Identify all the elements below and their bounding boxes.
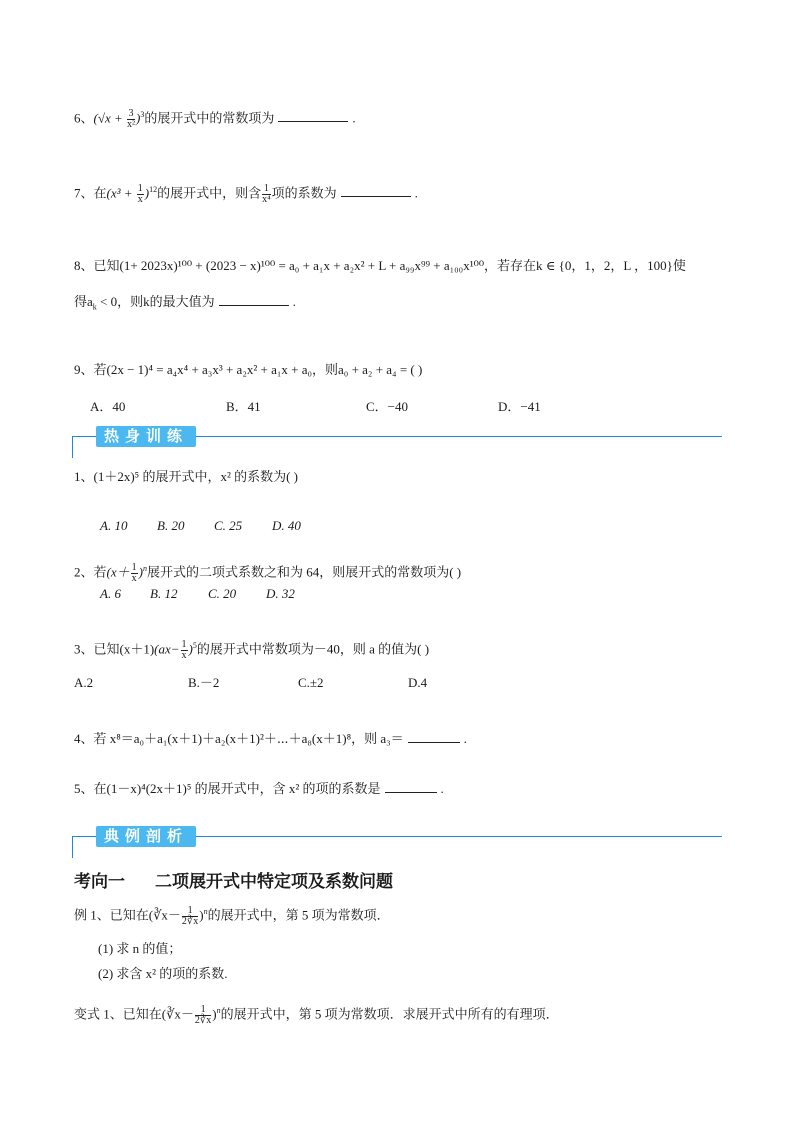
question-text: 例 1、已知在(∛x－ — [74, 907, 181, 923]
section-marker — [72, 836, 73, 858]
example-1-part-2: (2) 求含 x² 的项的系数. — [98, 966, 228, 981]
exponent: 3 — [140, 110, 145, 119]
expression: (√x + — [93, 110, 127, 126]
warmup-question-5: 5、在(1－x)⁴(2x＋1)⁵ 的展开式中，含 x² 的项的系数是 . — [74, 781, 444, 796]
question-text: 的展开式中常数项为－40，则 a 的值为( ) — [196, 641, 430, 657]
question-text: 变式 1、已知在(∛x－ — [74, 1006, 194, 1022]
question-6: 6、(√x + $\frac{3}{\text{x²}}$ )$^3$的展开式中的常数项为 . — [74, 107, 356, 130]
question-number: 3、已知(x＋1) — [74, 641, 155, 657]
fraction: $\frac{1}{x}$ — [181, 638, 187, 661]
fraction: $\frac{3}{\text{x²}}$ — [127, 107, 136, 130]
example-1: 例 1、已知在(∛x－ $\frac{1}{2∛x}$ )$^n$的展开式中，第 5 项为常数项． — [74, 904, 390, 927]
option-a[interactable]: A. 10 — [100, 518, 128, 533]
option-b[interactable]: B. 12 — [150, 586, 178, 601]
question-8-line-2: 得$a_k < 0$，则k的最大值为 . — [74, 294, 296, 312]
section-warmup — [72, 426, 722, 460]
question-7: 7、在(x³ + $\frac{1}{x}$ )$^{12}$的展开式中，则含 $\frac{1}{\text{x⁴}}$ 项的系数为 . — [74, 182, 418, 205]
topic-heading: 考向一 二项展开式中特定项及系数问题 — [74, 872, 393, 892]
question-text: 项的系数为 — [271, 185, 337, 201]
exponent: 12 — [149, 185, 158, 194]
option-d[interactable]: D. 40 — [272, 518, 301, 533]
fraction: $\frac{1}{\text{x⁴}}$ — [262, 182, 271, 205]
fraction: $\frac{1}{2∛x}$ — [181, 904, 199, 927]
option-b[interactable]: B.－2 — [188, 675, 220, 690]
option-c[interactable]: C. 25 — [214, 518, 243, 533]
warmup-question-4: 4、若 x⁸＝a₀＋a₁(x＋1)＋a₂(x＋1)²＋⋯＋a₈(x＋1)⁸，则 a₃＝ . — [74, 731, 467, 746]
section-analysis — [72, 826, 722, 860]
option-c[interactable]: C. 20 — [208, 586, 237, 601]
question-text: 的展开式中，则含 — [157, 185, 262, 201]
exponent: 5 — [192, 641, 197, 650]
answer-blank[interactable] — [219, 293, 289, 306]
option-d[interactable]: D. 32 — [266, 586, 295, 601]
expression: (x³ + — [106, 185, 136, 201]
warmup-question-3: 3、已知(x＋1)(ax− $\frac{1}{x}$ )$^5$的展开式中常数项为－40，则 a 的值为( ) — [74, 638, 430, 661]
option-a[interactable]: A．40 — [90, 399, 126, 414]
question-text: < 0，则k的最大值为 — [96, 294, 215, 309]
option-d[interactable]: D.4 — [408, 675, 428, 690]
option-c[interactable]: C．−40 — [366, 399, 409, 414]
question-text: 9、若(2x − 1)⁴ = a₄x⁴ + a₃x³ + a₂x² + a₁x + a₀，则a₀ + a₂ + a₄ = ( ) — [74, 362, 423, 377]
option-a[interactable]: A. 6 — [100, 586, 121, 601]
option-d[interactable]: D．−41 — [498, 399, 541, 414]
option-c[interactable]: C.±2 — [298, 675, 324, 690]
question-text: 的展开式中，第 5 项为常数项．求展开式中所有的有理项． — [220, 1006, 559, 1022]
question-8-line-1 — [74, 256, 686, 276]
option-b[interactable]: B. 20 — [157, 518, 185, 533]
exponent: n — [203, 907, 208, 916]
question-9 — [74, 360, 422, 380]
answer-blank[interactable] — [341, 184, 411, 197]
warmup-question-2: 2、若(x＋ $\frac{1}{x}$ )$^n$展开式的二项式系数之和为 64，则展开式的常数项为( ) — [74, 561, 462, 584]
answer-blank[interactable] — [385, 780, 437, 793]
option-b[interactable]: B．41 — [226, 399, 261, 414]
question-text: 1、(1＋2x)⁵ 的展开式中，x² 的系数为( ) — [74, 469, 298, 484]
question-text: 的展开式中，第 5 项为常数项． — [207, 907, 390, 923]
answer-blank[interactable] — [408, 730, 460, 743]
variant-1: 变式 1、已知在(∛x－ $\frac{1}{2∛x}$ )$^n$的展开式中，第 5 项为常数项．求展开式中所有的有理项． — [74, 1003, 559, 1026]
question-number: 6、 — [74, 110, 94, 126]
question-number: 2、若 — [74, 564, 107, 580]
expression: (x＋ — [106, 564, 130, 580]
question-text: 8、已知(1+ 2023x)¹⁰⁰ + (2023 − x)¹⁰⁰ = a₀ + a₁x + a₂x² + L + a₉₉x⁹⁹ + a₁₀₀x¹⁰⁰，若存在k ∈ {0，1，2，L ，100}使 — [74, 258, 686, 273]
section-marker — [72, 436, 73, 458]
section-title: 热身训练 — [96, 426, 196, 447]
question-text: 5、在(1－x)⁴(2x＋1)⁵ 的展开式中，含 x² 的项的系数是 — [74, 781, 381, 796]
option-a[interactable]: A.2 — [74, 675, 94, 690]
question-number: 7、在 — [74, 185, 107, 201]
fraction: $\frac{1}{x}$ — [137, 182, 143, 205]
section-title: 典例剖析 — [96, 826, 196, 847]
example-1-part-1: (1) 求 n 的值； — [98, 941, 182, 956]
exponent: n — [216, 1006, 221, 1015]
question-text: 4、若 x⁸＝a₀＋a₁(x＋1)＋a₂(x＋1)²＋⋯＋a₈(x＋1)⁸，则 a₃＝ — [74, 731, 404, 746]
answer-blank[interactable] — [278, 109, 348, 122]
question-text: 展开式的二项式系数之和为 64，则展开式的常数项为( ) — [146, 564, 462, 580]
fraction: $\frac{1}{2∛x}$ — [194, 1003, 212, 1026]
expression: (ax− — [154, 641, 180, 657]
exponent: n — [142, 564, 147, 573]
fraction: $\frac{1}{x}$ — [131, 561, 137, 584]
question-text: 的展开式中的常数项为 — [144, 110, 275, 126]
warmup-question-1 — [74, 467, 298, 487]
